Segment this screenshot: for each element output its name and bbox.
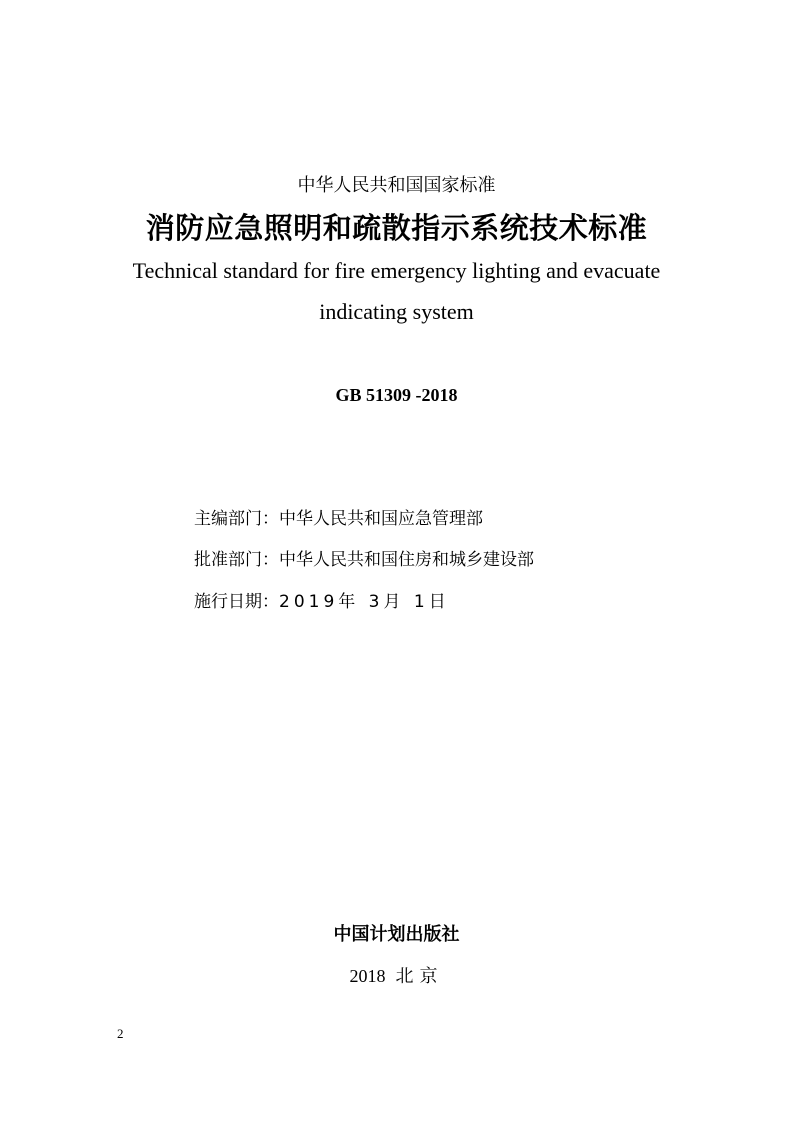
standard-code: GB 51309 -2018: [335, 385, 458, 405]
document-title-english-line-1: Technical standard for fire emergency lighting and evacuate: [132, 258, 661, 283]
effective-date-label: 施行日期：: [194, 592, 279, 612]
editor-department-value: 中华人民共和国应急管理部: [279, 509, 483, 529]
publication-year: 2018: [349, 966, 386, 986]
document-title-english-line-2: indicating system: [319, 299, 474, 324]
approval-department-row: [194, 548, 534, 572]
document-title-chinese: 消防应急照明和疏散指示系统技术标准: [145, 211, 648, 245]
effective-date-value: 2019年 3月 1日: [279, 592, 450, 612]
standard-category: 中华人民共和国国家标准: [297, 175, 496, 196]
page-number: 2: [117, 1026, 124, 1041]
publication-city: 北京: [395, 966, 444, 986]
approval-department-label: 批准部门：: [194, 550, 279, 570]
publisher-name: 中国计划出版社: [333, 924, 460, 945]
editor-department-label: 主编部门：: [194, 509, 279, 529]
effective-date-row: [194, 590, 450, 614]
editor-department-row: [194, 507, 483, 531]
publication-year-place: [0, 964, 793, 988]
approval-department-value: 中华人民共和国住房和城乡建设部: [279, 550, 534, 570]
